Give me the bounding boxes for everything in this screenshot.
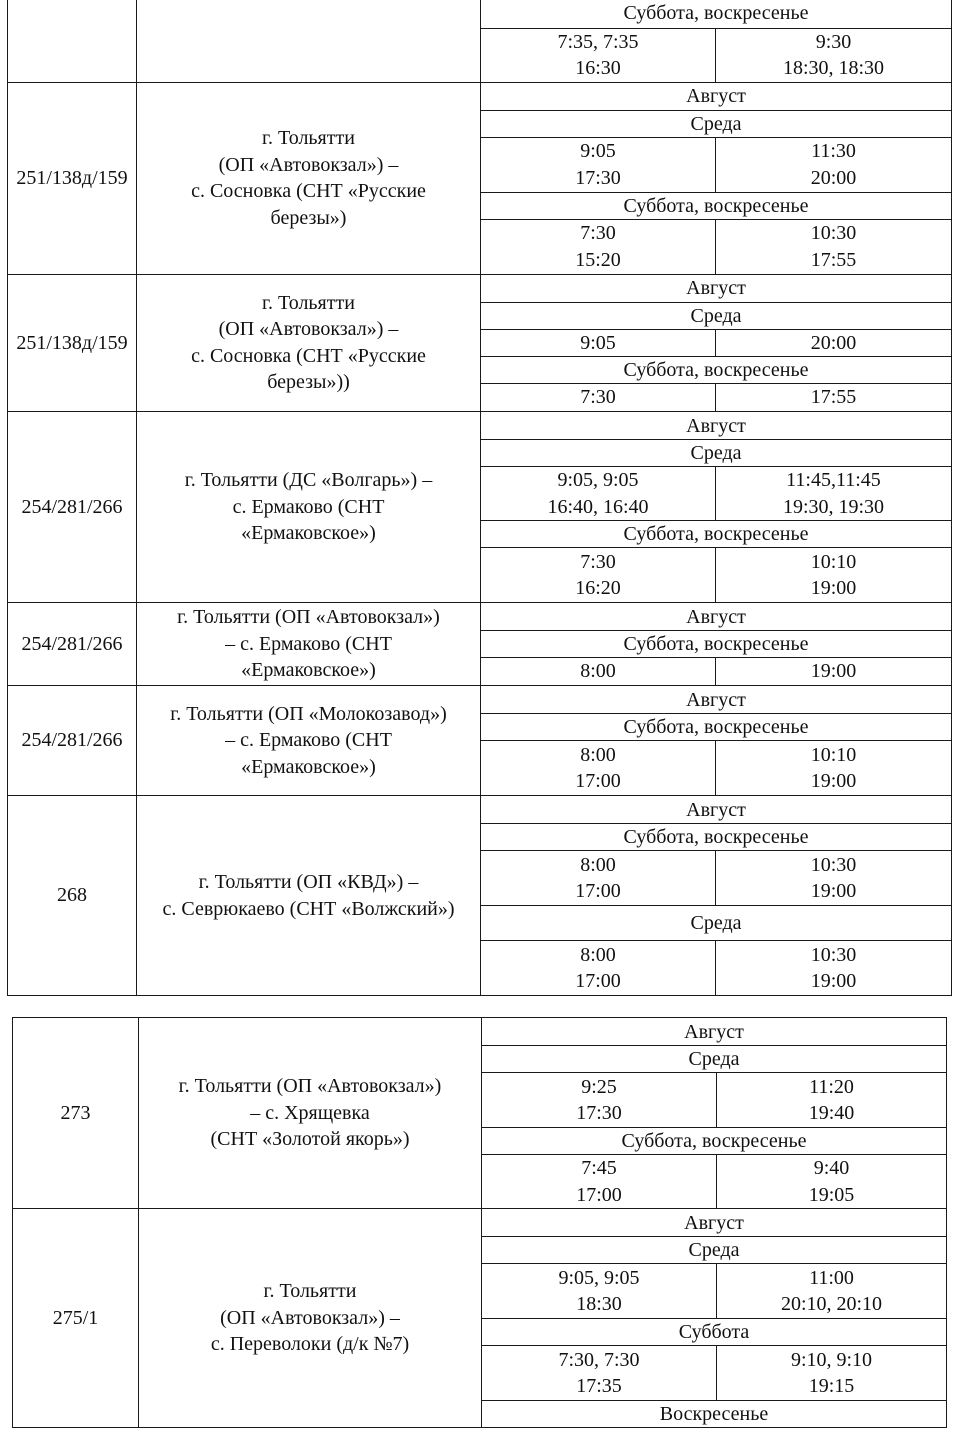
month-header: Август — [482, 1018, 947, 1046]
departure-times-back: 10:30 19:00 — [716, 941, 952, 996]
departure-times-back: 20:00 — [716, 329, 952, 357]
departure-times-there: 9:25 17:30 — [482, 1073, 717, 1128]
day-header: Суббота, воскресенье — [481, 357, 952, 384]
departure-times-there: 9:05, 9:05 16:40, 16:40 — [481, 467, 716, 521]
route-description: г. Тольятти (ОП «Автовокзал») – с. Сосновка (СНТ «Русские березы») — [137, 82, 481, 274]
route-description-cell — [137, 0, 481, 82]
day-header: Суббота, воскресенье — [481, 824, 952, 851]
schedule-table-1 — [7, 0, 952, 996]
month-header: Август — [481, 603, 952, 631]
day-header: Суббота, воскресенье — [481, 631, 952, 658]
route-description: г. Тольятти (ОП «Молокозавод») – с. Ермаково (СНТ «Ермаковское») — [137, 686, 481, 796]
departure-times-back: 11:45,11:45 19:30, 19:30 — [716, 467, 952, 521]
route-number: 268 — [8, 796, 137, 996]
departure-times-back: 10:30 19:00 — [716, 851, 952, 906]
departure-times-there: 8:00 17:00 — [481, 851, 716, 906]
route-description: г. Тольятти (ОП «Автовокзал») – с. Переволоки (д/к №7) — [139, 1209, 482, 1428]
departure-times-there: 9:05 — [481, 329, 716, 357]
route-number: 251/138д/159 — [8, 82, 137, 274]
departure-times-there: 9:05 17:30 — [481, 137, 716, 192]
route-number: 273 — [13, 1018, 139, 1209]
departure-times-back: 9:10, 9:10 19:15 — [717, 1346, 947, 1401]
departure-times-back: 17:55 — [716, 384, 952, 412]
departure-times-back: 9:30 18:30, 18:30 — [716, 28, 952, 82]
day-header: Суббота — [482, 1319, 947, 1346]
month-header: Август — [482, 1209, 947, 1237]
departure-times-there: 7:30 15:20 — [481, 219, 716, 274]
route-description: г. Тольятти (ОП «Автовокзал») – с. Ермаково (СНТ «Ермаковское») — [137, 603, 481, 686]
departure-times-there: 7:30, 7:30 17:35 — [482, 1346, 717, 1401]
month-header: Август — [481, 412, 952, 440]
month-header: Август — [481, 796, 952, 824]
day-header: Суббота, воскресенье — [481, 714, 952, 741]
route-description: г. Тольятти (ДС «Волгарь») – с. Ермаково (СНТ «Ермаковское») — [137, 412, 481, 603]
departure-times-there: 7:30 16:20 — [481, 548, 716, 603]
day-header: Суббота, воскресенье — [482, 1128, 947, 1155]
departure-times-there: 8:00 17:00 — [481, 941, 716, 996]
day-header: Среда — [481, 440, 952, 467]
departure-times-there: 8:00 — [481, 658, 716, 686]
route-number-cell — [8, 0, 137, 82]
departure-times-there: 9:05, 9:05 18:30 — [482, 1264, 717, 1319]
day-header: Среда — [482, 1046, 947, 1073]
route-number: 275/1 — [13, 1209, 139, 1428]
month-header: Август — [481, 686, 952, 714]
day-header: Среда — [481, 906, 952, 941]
day-header: Среда — [481, 302, 952, 329]
departure-times-back: 11:00 20:10, 20:10 — [717, 1264, 947, 1319]
departure-times-back: 10:10 19:00 — [716, 548, 952, 603]
day-header: Суббота, воскресенье — [481, 521, 952, 548]
departure-times-back: 9:40 19:05 — [717, 1155, 947, 1209]
schedule-table-2 — [12, 1017, 947, 1428]
departure-times-there: 8:00 17:00 — [481, 741, 716, 796]
departure-times-there: 7:45 17:00 — [482, 1155, 717, 1209]
departure-times-back: 19:00 — [716, 658, 952, 686]
day-header: Суббота, воскресенье — [481, 192, 952, 219]
month-header: Август — [481, 82, 952, 110]
route-description: г. Тольятти (ОП «Автовокзал») – с. Хрящевка (СНТ «Золотой якорь») — [139, 1018, 482, 1209]
departure-times-back: 11:20 19:40 — [717, 1073, 947, 1128]
route-number: 254/281/266 — [8, 412, 137, 603]
day-header: Суббота, воскресенье — [481, 0, 952, 28]
departure-times-there: 7:35, 7:35 16:30 — [481, 28, 716, 82]
route-description: г. Тольятти (ОП «КВД») – с. Севрюкаево (СНТ «Волжский») — [137, 796, 481, 996]
route-description: г. Тольятти (ОП «Автовокзал») – с. Сосновка (СНТ «Русские березы»)) — [137, 274, 481, 412]
departure-times-back: 11:30 20:00 — [716, 137, 952, 192]
departure-times-back: 10:10 19:00 — [716, 741, 952, 796]
day-header: Воскресенье — [482, 1401, 947, 1428]
month-header: Август — [481, 274, 952, 302]
departure-times-there: 7:30 — [481, 384, 716, 412]
day-header: Среда — [481, 110, 952, 137]
route-number: 254/281/266 — [8, 603, 137, 686]
route-number: 254/281/266 — [8, 686, 137, 796]
departure-times-back: 10:30 17:55 — [716, 219, 952, 274]
day-header: Среда — [482, 1237, 947, 1264]
route-number: 251/138д/159 — [8, 274, 137, 412]
